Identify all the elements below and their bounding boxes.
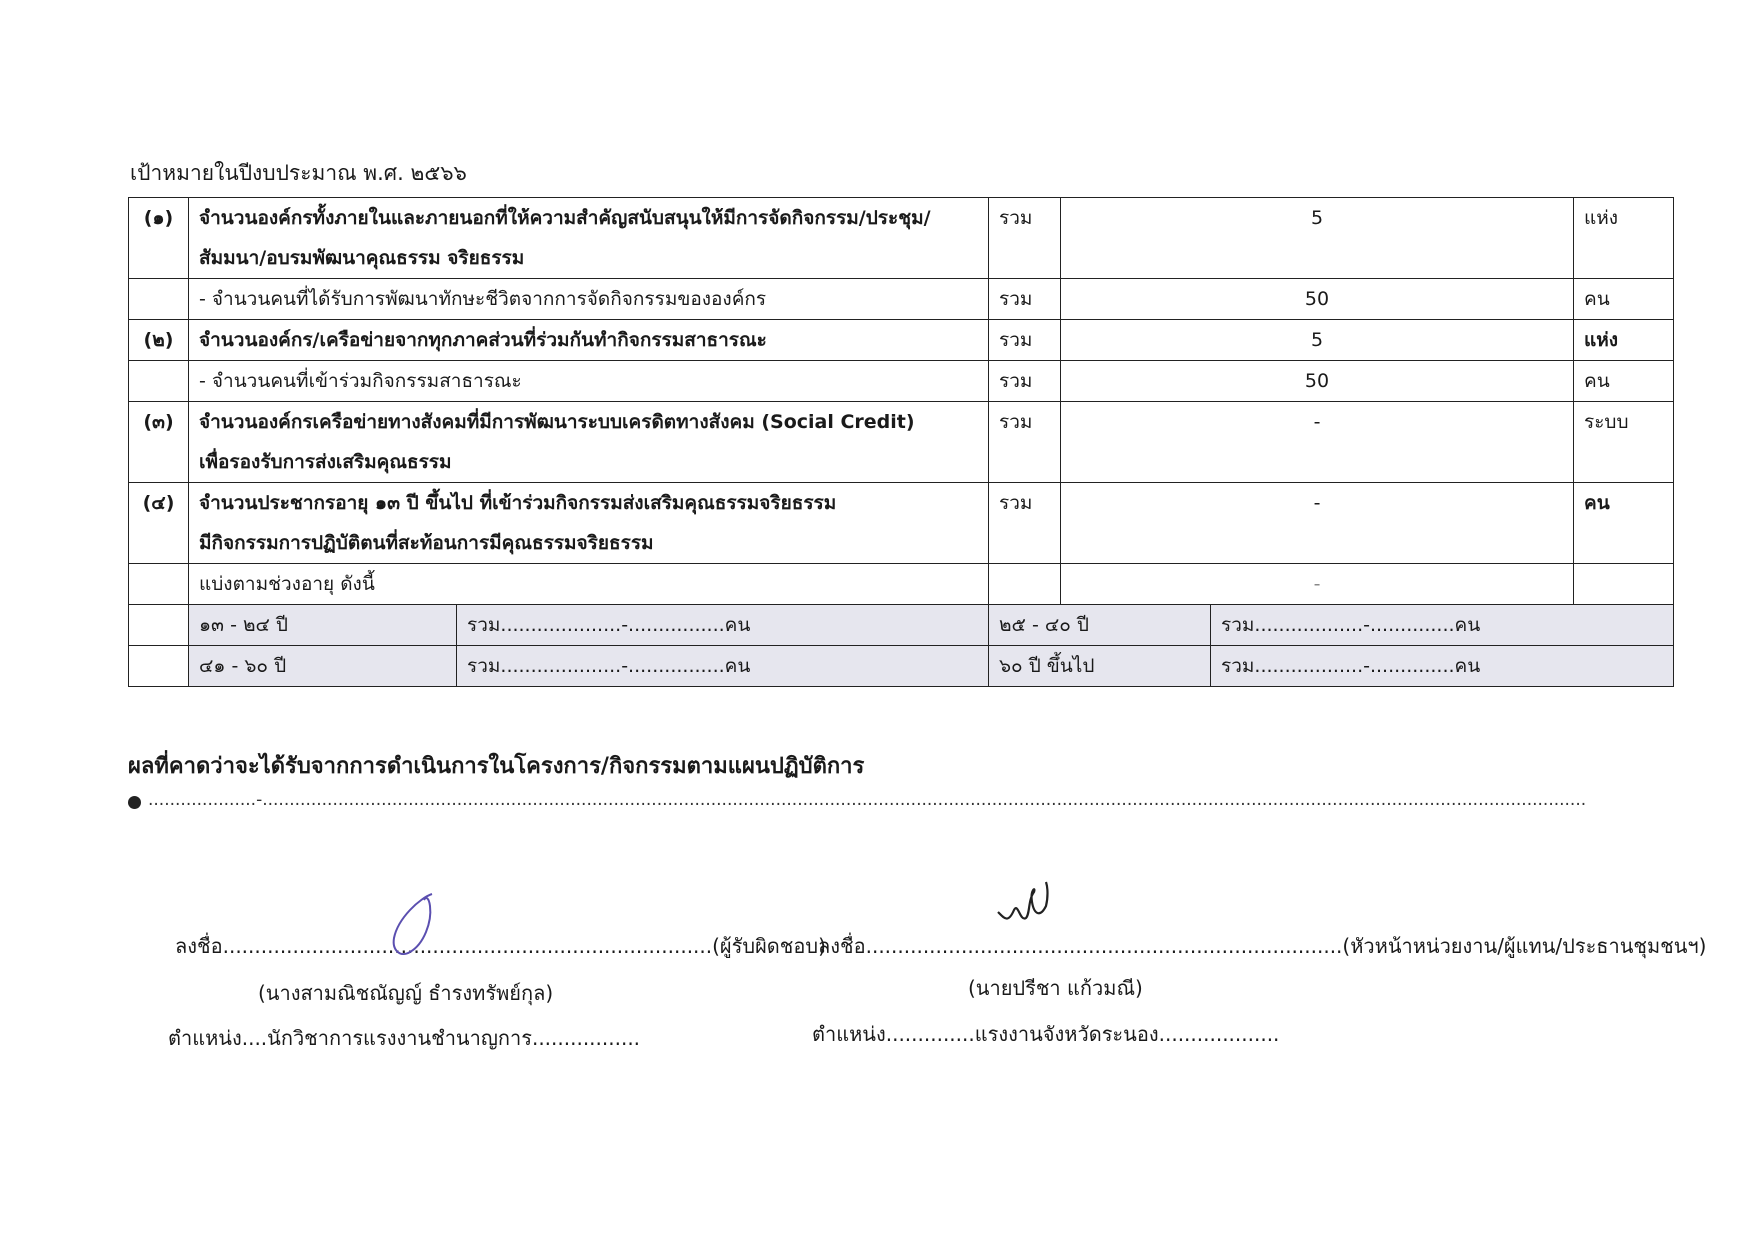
row-number: (๓) xyxy=(143,411,174,433)
age-range: ๔๑ - ๖๐ ปี xyxy=(189,646,457,686)
right-signer-position: ตำแหน่ง..............แรงงานจังหวัดระนอง................... xyxy=(812,1022,1280,1046)
row-description: - จำนวนคนที่เข้าร่วมกิจกรรมสาธารณะ xyxy=(199,370,522,392)
row-unit: คน xyxy=(1584,492,1610,514)
age-sum: รวม..................-..............คน xyxy=(1221,614,1481,636)
row-value: 50 xyxy=(1304,288,1330,310)
row-description-cont: มีกิจกรรมการปฏิบัติตนที่สะท้อนการมีคุณธรรมจริยธรรม xyxy=(199,532,654,554)
row-value: 5 xyxy=(1310,207,1324,229)
left-signer-position: ตำแหน่ง....นักวิชาการแรงงานชำนาญการ................. xyxy=(168,1026,641,1050)
results-blank-line: ....................-..................................................................................................................................................................................................................................................... xyxy=(148,790,1587,810)
right-handwritten-signature xyxy=(990,872,1070,942)
row-description: จำนวนองค์กรทั้งภายในและภายนอกที่ให้ความสำคัญสนับสนุนให้มีการจัดกิจกรรม/ประชุม/ xyxy=(199,207,931,229)
row-value: - xyxy=(1313,411,1321,433)
table-row xyxy=(129,564,1674,605)
left-sign-line: ลงชื่อ.............................................................................(ผู้รับผิดชอบ) xyxy=(175,934,826,958)
row-total-label: รวม xyxy=(999,370,1033,392)
table-row xyxy=(129,279,1674,320)
row-total-label: รวม xyxy=(999,329,1033,351)
row-value: 50 xyxy=(1304,370,1330,392)
row-description: จำนวนองค์กร/เครือข่ายจากทุกภาคส่วนที่ร่วมกันทำกิจกรรมสาธารณะ xyxy=(199,329,767,351)
row-value: - xyxy=(1313,573,1321,595)
row-number: (๒) xyxy=(143,329,174,351)
right-sign-line: ลงชื่อ...........................................................................(หัวหน้าหน่วยงาน/ผู้แทน/ประธานชุมชนฯ) xyxy=(818,934,1707,958)
row-unit: แห่ง xyxy=(1584,207,1619,229)
age-range: ๖๐ ปี ขึ้นไป xyxy=(989,646,1211,686)
row-description: จำนวนองค์กรเครือข่ายทางสังคมที่มีการพัฒนาระบบเครดิตทางสังคม (Social Credit) xyxy=(199,411,915,433)
row-total-label: รวม xyxy=(999,411,1033,433)
table-row xyxy=(129,320,1674,361)
row-value: - xyxy=(1313,492,1321,514)
page-heading: เป้าหมายในปีงบประมาณ พ.ศ. ๒๕๖๖ xyxy=(130,161,467,185)
age-group-row xyxy=(129,605,1674,646)
age-sum: รวม..................-..............คน xyxy=(1221,655,1481,677)
row-description: แบ่งตามช่วงอายุ ดังนี้ xyxy=(199,573,375,595)
right-signer-name: (นายปรีชา แก้วมณี) xyxy=(968,976,1143,1000)
row-description-cont: เพื่อรองรับการส่งเสริมคุณธรรม xyxy=(199,451,452,473)
table-row xyxy=(129,402,1674,483)
age-sum: รวม....................-................คน xyxy=(457,646,989,686)
row-unit: คน xyxy=(1584,288,1610,310)
table-row xyxy=(129,361,1674,402)
age-range: ๒๕ - ๔๐ ปี xyxy=(989,605,1211,645)
row-value: 5 xyxy=(1310,329,1324,351)
table-row xyxy=(129,483,1674,564)
age-sum: รวม....................-................คน xyxy=(457,605,989,645)
row-total-label: รวม xyxy=(999,492,1033,514)
table-row xyxy=(129,198,1674,279)
row-description-cont: สัมมนา/อบรมพัฒนาคุณธรรม จริยธรรม xyxy=(199,247,525,269)
row-unit: คน xyxy=(1584,370,1610,392)
row-number: (๔) xyxy=(142,492,175,514)
row-unit: แห่ง xyxy=(1584,329,1619,351)
row-number: (๑) xyxy=(143,207,174,229)
bullet-icon xyxy=(128,796,141,809)
left-signer-name: (นางสามณิชณัญญ์ ธำรงทรัพย์กุล) xyxy=(258,981,554,1005)
row-total-label: รวม xyxy=(999,288,1033,310)
row-description: จำนวนประชากรอายุ ๑๓ ปี ขึ้นไป ที่เข้าร่วมกิจกรรมส่งเสริมคุณธรรมจริยธรรม xyxy=(199,492,837,514)
results-item xyxy=(128,790,1662,816)
left-handwritten-signature xyxy=(380,888,450,968)
results-title: ผลที่คาดว่าจะได้รับจากการดำเนินการในโครงการ/กิจกรรมตามแผนปฏิบัติการ xyxy=(128,754,865,779)
row-unit: ระบบ xyxy=(1584,411,1629,433)
age-group-row xyxy=(129,646,1674,687)
row-total-label: รวม xyxy=(999,207,1033,229)
age-range: ๑๓ - ๒๔ ปี xyxy=(189,605,457,645)
row-description: - จำนวนคนที่ได้รับการพัฒนาทักษะชีวิตจากการจัดกิจกรรมขององค์กร xyxy=(199,288,767,310)
targets-table xyxy=(128,197,1674,687)
